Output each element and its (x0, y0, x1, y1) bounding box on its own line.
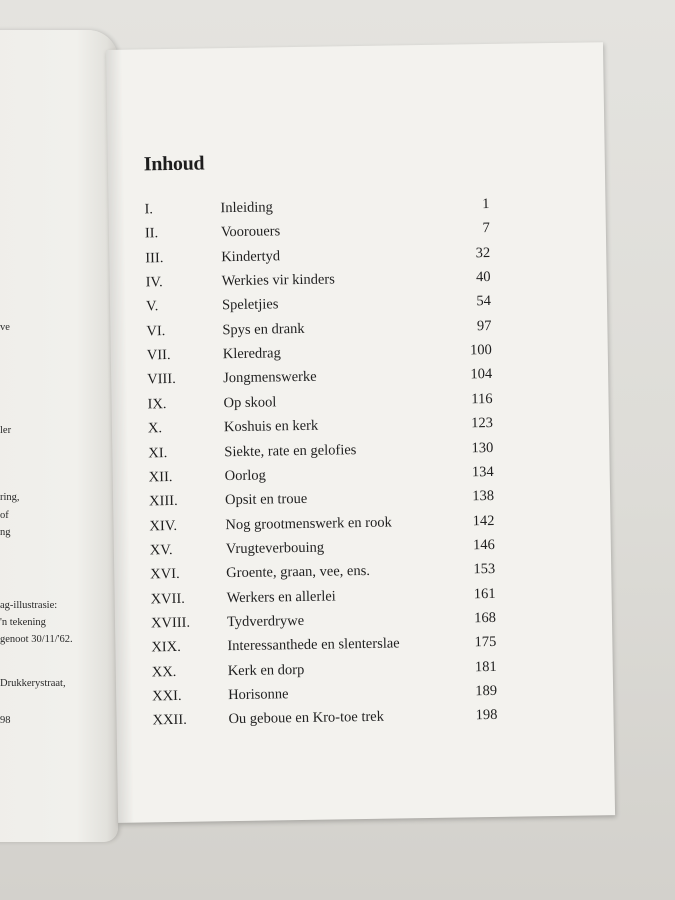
toc-entry-page: 130 (471, 439, 494, 456)
toc-entry-page: 198 (475, 707, 498, 724)
toc-entry-number: XV. (149, 541, 173, 559)
toc-entry-title: Vrugteverbouing (225, 539, 325, 558)
left-page-fragment: of (0, 510, 9, 521)
toc-entry-number: XIII. (148, 493, 178, 510)
toc-entry-number: V. (145, 298, 159, 315)
toc-entry-page: 104 (470, 366, 493, 383)
toc-entry-page: 142 (472, 512, 495, 529)
toc-entry-number: IX. (147, 395, 167, 413)
toc-entry-page: 168 (474, 609, 497, 627)
toc-entry (116, 705, 613, 735)
toc-entry-title: Oorlog (224, 467, 266, 485)
toc-entry-number: VI. (146, 322, 166, 340)
toc-entry-page: 175 (474, 634, 497, 651)
toc-entry-page: 54 (476, 293, 492, 310)
toc-entry-title: Groente, graan, vee, ens. (226, 563, 371, 582)
toc-entry-title: Horisonne (228, 686, 289, 704)
toc-entry-page: 116 (471, 390, 493, 408)
book-page (106, 42, 615, 823)
toc-entry-number: XI. (148, 444, 168, 461)
toc-entry-page: 181 (474, 658, 497, 675)
toc-entry-page: 138 (472, 488, 495, 505)
toc-entry-page: 123 (471, 415, 494, 432)
left-page-fragment: ng (0, 527, 11, 538)
toc-entry-page: 40 (475, 269, 491, 286)
toc-entry-number: I. (144, 201, 154, 218)
left-page-fragment: ag-illustrasie: (0, 600, 58, 611)
toc-entry-page: 146 (472, 536, 495, 554)
toc-entry-title: Inleiding (220, 199, 273, 217)
left-page (0, 30, 118, 842)
toc-entry-page: 7 (482, 220, 490, 237)
toc-entry-page: 1 (482, 195, 490, 213)
toc-entry-title: Ou geboue en Kro-toe trek (228, 709, 385, 728)
toc-entry-number: VII. (146, 347, 171, 364)
toc-entry-title: Siekte, rate en gelofies (224, 441, 357, 460)
toc-entry-number: XVI. (150, 566, 180, 583)
left-page-fragment: ler (0, 425, 12, 436)
toc-entry-number: IV. (145, 274, 163, 291)
left-page-fragment: Drukkerystraat, (0, 678, 66, 689)
toc-entry-title: Koshuis en kerk (223, 417, 319, 436)
toc-entry-number: II. (144, 225, 159, 242)
toc-entry-number: III. (145, 249, 164, 267)
toc-entry-page: 161 (473, 585, 496, 602)
toc-entry-title: Werkers en allerlei (226, 588, 336, 606)
toc-entry-page: 100 (469, 342, 492, 359)
left-page-fragment: genoot 30/11/'62. (0, 634, 73, 645)
left-page-fragment: ve (0, 322, 10, 333)
toc-entry-number: XII. (148, 468, 173, 486)
toc-entry-title: Spys en drank (222, 320, 305, 338)
toc-entry-title: Op skool (223, 394, 277, 411)
toc-entry-number: XIX. (151, 639, 181, 656)
toc-entry-number: XVIII. (150, 614, 191, 632)
toc-entry-number: XXI. (152, 687, 182, 705)
left-page-fragment: 98 (0, 715, 11, 726)
toc-entry-title: Kindertyd (221, 247, 281, 265)
toc-entry-title: Werkies vir kinders (221, 271, 335, 290)
toc-entry-title: Voorouers (220, 223, 281, 241)
toc-entry-number: XIV. (149, 517, 178, 534)
toc-entry-title: Kleredrag (222, 345, 281, 363)
toc-entry-title: Kerk en dorp (227, 661, 305, 679)
toc-entry-page: 153 (473, 561, 496, 578)
toc-title: Inhoud (143, 152, 205, 176)
toc-entry-page: 189 (475, 682, 498, 700)
left-page-fragment: ring, (0, 492, 20, 503)
toc-list (106, 42, 615, 823)
toc-entry-title: Jongmenswerke (223, 369, 317, 387)
toc-entry-page: 97 (476, 317, 492, 334)
toc-entry-number: VIII. (147, 371, 176, 388)
toc-entry-title: Interessanthede en slenterslae (227, 635, 400, 655)
left-page-fragment: 'n tekening (0, 617, 46, 628)
toc-entry-title: Nog grootmenswerk en rook (225, 514, 392, 533)
toc-entry-number: XX. (151, 663, 177, 680)
toc-entry-page: 134 (471, 463, 494, 481)
toc-entry-title: Opsit en troue (224, 491, 308, 509)
toc-entry-page: 32 (475, 244, 491, 261)
toc-entry-title: Tydverdrywe (226, 612, 305, 631)
toc-entry-number: XVII. (150, 590, 185, 607)
toc-entry-title: Speletjies (221, 296, 279, 314)
toc-entry-number: XXII. (152, 712, 187, 729)
toc-entry-number: X. (147, 420, 163, 437)
